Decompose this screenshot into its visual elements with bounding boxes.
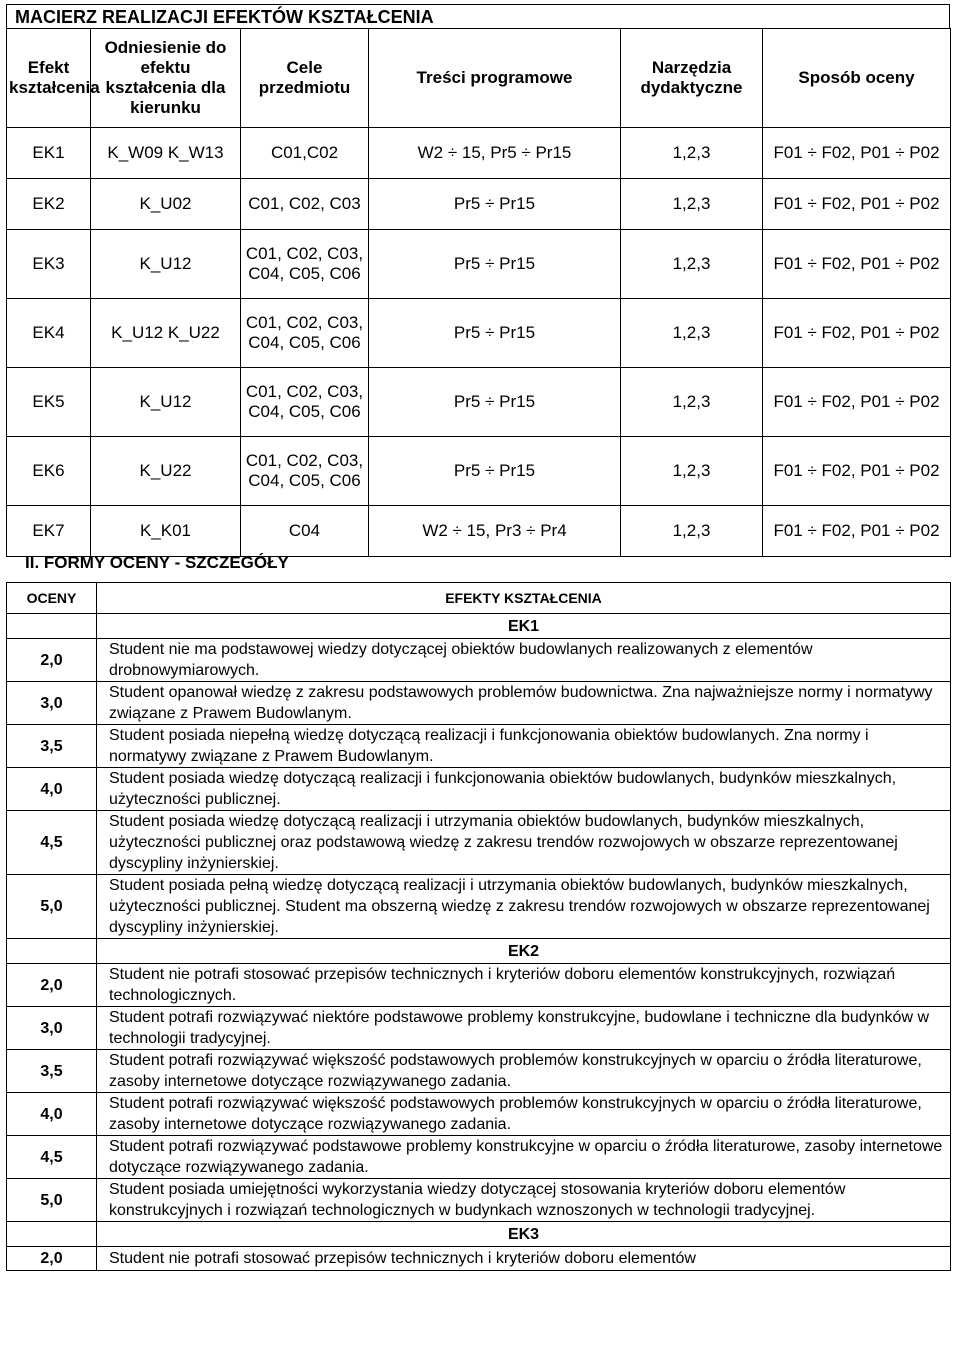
table-row — [7, 437, 951, 506]
ek-section-label: EK2 — [97, 939, 951, 964]
cell-odniesienie: K_U02 — [91, 179, 241, 230]
cell-narzedzia: 1,2,3 — [621, 368, 763, 437]
header-sposob: Sposób oceny — [763, 29, 951, 128]
grade-row — [7, 875, 951, 939]
cell-efekt: EK4 — [7, 299, 91, 368]
ek-section-label: EK3 — [97, 1222, 951, 1247]
header-narzedzia: Narzędzia dydaktyczne — [621, 29, 763, 128]
grade-description: Student potrafi rozwiązywać większość podstawowych problemów konstrukcyjnych w oparciu o źródła literaturowe, zasoby internetowe dotyczące rozwiązywanego zadania. — [97, 1050, 951, 1093]
cell-narzedzia: 1,2,3 — [621, 128, 763, 179]
grading-table — [6, 582, 951, 1271]
cell-efekt: EK5 — [7, 368, 91, 437]
cell-narzedzia: 1,2,3 — [621, 437, 763, 506]
grade-description: Student posiada wiedzę dotyczącą realizacji i utrzymania obiektów budowlanych, budynków mieszkalnych, użyteczności publicznej oraz podstawową wiedzę z zakresu trendów rozwojowych w obszarze reprezentowanej dyscypliny inżynierskiej. — [97, 811, 951, 875]
grade-description: Student nie potrafi stosować przepisów technicznych i kryteriów doboru elementów konstrukcyjnych, rozwiązań technologicznych. — [97, 964, 951, 1007]
cell-efekt: EK2 — [7, 179, 91, 230]
header-tresci: Treści programowe — [369, 29, 621, 128]
cell-tresci: W2 ÷ 15, Pr3 ÷ Pr4 — [369, 506, 621, 557]
cell-cele: C01, C02, C03, C04, C05, C06 — [241, 299, 369, 368]
table-row — [7, 179, 951, 230]
effects-matrix-table — [6, 28, 951, 557]
cell-narzedzia: 1,2,3 — [621, 179, 763, 230]
cell-tresci: W2 ÷ 15, Pr5 ÷ Pr15 — [369, 128, 621, 179]
cell-odniesienie: K_U12 K_U22 — [91, 299, 241, 368]
grades-header-row — [7, 583, 951, 614]
cell-odniesienie: K_W09 K_W13 — [91, 128, 241, 179]
grade-value: 3,5 — [7, 1050, 97, 1093]
header-odniesienie: Odniesienie do efektu kształcenia dla kierunku — [91, 29, 241, 128]
grade-row — [7, 1007, 951, 1050]
cell-tresci: Pr5 ÷ Pr15 — [369, 179, 621, 230]
grade-row — [7, 1050, 951, 1093]
grade-value: 4,0 — [7, 1093, 97, 1136]
grade-value: 2,0 — [7, 1247, 97, 1271]
cell-odniesienie: K_U12 — [91, 368, 241, 437]
cell-odniesienie: K_U12 — [91, 230, 241, 299]
cell-narzedzia: 1,2,3 — [621, 506, 763, 557]
grade-description: Student opanował wiedzę z zakresu podstawowych problemów budownictwa. Zna najważniejsze normy i normatywy związane z Prawem Budowlanym. — [97, 682, 951, 725]
grade-description: Student nie potrafi stosować przepisów technicznych i kryteriów doboru elementów — [97, 1247, 951, 1271]
cell-cele: C01, C02, C03, C04, C05, C06 — [241, 437, 369, 506]
table-row — [7, 230, 951, 299]
matrix-header-row — [7, 29, 951, 128]
header-cele: Cele przedmiotu — [241, 29, 369, 128]
grade-value: 4,0 — [7, 768, 97, 811]
grade-row — [7, 964, 951, 1007]
cell-sposob: F01 ÷ F02, P01 ÷ P02 — [763, 128, 951, 179]
grade-row — [7, 1247, 951, 1271]
grade-description: Student potrafi rozwiązywać większość podstawowych problemów konstrukcyjnych w oparciu o źródła literaturowe, zasoby internetowe dotyczące rozwiązywanego zadania. — [97, 1093, 951, 1136]
grade-description: Student posiada niepełną wiedzę dotyczącą realizacji i funkcjonowania obiektów budowlanych. Zna normy i normatywy związane z Prawem Budowlanym. — [97, 725, 951, 768]
table-row — [7, 128, 951, 179]
cell-odniesienie: K_K01 — [91, 506, 241, 557]
cell-efekt: EK1 — [7, 128, 91, 179]
grade-description: Student nie ma podstawowej wiedzy dotyczącej obiektów budowlanych realizowanych z elementów drobnowymiarowych. — [97, 639, 951, 682]
grade-description: Student posiada pełną wiedzę dotyczącą realizacji i utrzymania obiektów budowlanych, budynków mieszkalnych, użyteczności publicznej. Student ma obszerną wiedzę z zakresu trendów rozwojowych w obszarze reprezentowanej dyscypliny inżynierskiej. — [97, 875, 951, 939]
header-oceny: OCENY — [7, 583, 97, 614]
header-efekty: EFEKTY KSZTAŁCENIA — [97, 583, 951, 614]
cell-efekt: EK7 — [7, 506, 91, 557]
grade-value: 4,5 — [7, 1136, 97, 1179]
cell-cele: C01, C02, C03 — [241, 179, 369, 230]
grade-row — [7, 682, 951, 725]
document-title: MACIERZ REALIZACJI EFEKTÓW KSZTAŁCENIA — [6, 4, 950, 28]
table-row — [7, 506, 951, 557]
cell-cele: C01,C02 — [241, 128, 369, 179]
cell-tresci: Pr5 ÷ Pr15 — [369, 437, 621, 506]
cell-efekt: EK6 — [7, 437, 91, 506]
cell-sposob: F01 ÷ F02, P01 ÷ P02 — [763, 299, 951, 368]
cell-tresci: Pr5 ÷ Pr15 — [369, 368, 621, 437]
grade-row — [7, 811, 951, 875]
grade-row — [7, 1179, 951, 1222]
grade-row — [7, 725, 951, 768]
cell-sposob: F01 ÷ F02, P01 ÷ P02 — [763, 437, 951, 506]
cell-cele: C01, C02, C03, C04, C05, C06 — [241, 368, 369, 437]
grade-value: 2,0 — [7, 964, 97, 1007]
cell-odniesienie: K_U22 — [91, 437, 241, 506]
grade-row — [7, 639, 951, 682]
cell-cele: C04 — [241, 506, 369, 557]
grade-value: 2,0 — [7, 639, 97, 682]
grade-description: Student posiada wiedzę dotyczącą realizacji i funkcjonowania obiektów budowlanych, budynków mieszkalnych, użyteczności publicznej. — [97, 768, 951, 811]
ek-section-label: EK1 — [97, 614, 951, 639]
cell-sposob: F01 ÷ F02, P01 ÷ P02 — [763, 506, 951, 557]
grade-description: Student posiada umiejętności wykorzystania wiedzy dotyczącej stosowania kryteriów doboru elementów konstrukcyjnych i rozwiązań technologicznych w budynkach wznoszonych w technologii tradycyjnej. — [97, 1179, 951, 1222]
cell-efekt: EK3 — [7, 230, 91, 299]
grade-value: 3,5 — [7, 725, 97, 768]
table-row — [7, 368, 951, 437]
grade-spacer — [7, 614, 97, 639]
grade-description: Student potrafi rozwiązywać podstawowe problemy konstrukcyjne w oparciu o źródła literaturowe, zasoby internetowe dotyczące rozwiązywanego zadania. — [97, 1136, 951, 1179]
section-title: II. FORMY OCENY - SZCZEGÓŁY — [25, 553, 289, 572]
cell-tresci: Pr5 ÷ Pr15 — [369, 230, 621, 299]
grade-value: 5,0 — [7, 875, 97, 939]
grade-spacer — [7, 1222, 97, 1247]
grade-value: 3,0 — [7, 1007, 97, 1050]
grade-row — [7, 1136, 951, 1179]
cell-sposob: F01 ÷ F02, P01 ÷ P02 — [763, 230, 951, 299]
cell-narzedzia: 1,2,3 — [621, 299, 763, 368]
grade-row — [7, 1093, 951, 1136]
grade-spacer — [7, 939, 97, 964]
table-row — [7, 299, 951, 368]
cell-narzedzia: 1,2,3 — [621, 230, 763, 299]
grade-value: 5,0 — [7, 1179, 97, 1222]
cell-sposob: F01 ÷ F02, P01 ÷ P02 — [763, 368, 951, 437]
cell-sposob: F01 ÷ F02, P01 ÷ P02 — [763, 179, 951, 230]
cell-tresci: Pr5 ÷ Pr15 — [369, 299, 621, 368]
header-efekt: Efekt kształcenia — [7, 29, 91, 128]
cell-cele: C01, C02, C03, C04, C05, C06 — [241, 230, 369, 299]
grade-value: 4,5 — [7, 811, 97, 875]
grade-description: Student potrafi rozwiązywać niektóre podstawowe problemy konstrukcyjne, budowlane i techniczne dla budynków w technologii tradycyjnej. — [97, 1007, 951, 1050]
grade-value: 3,0 — [7, 682, 97, 725]
grade-row — [7, 768, 951, 811]
